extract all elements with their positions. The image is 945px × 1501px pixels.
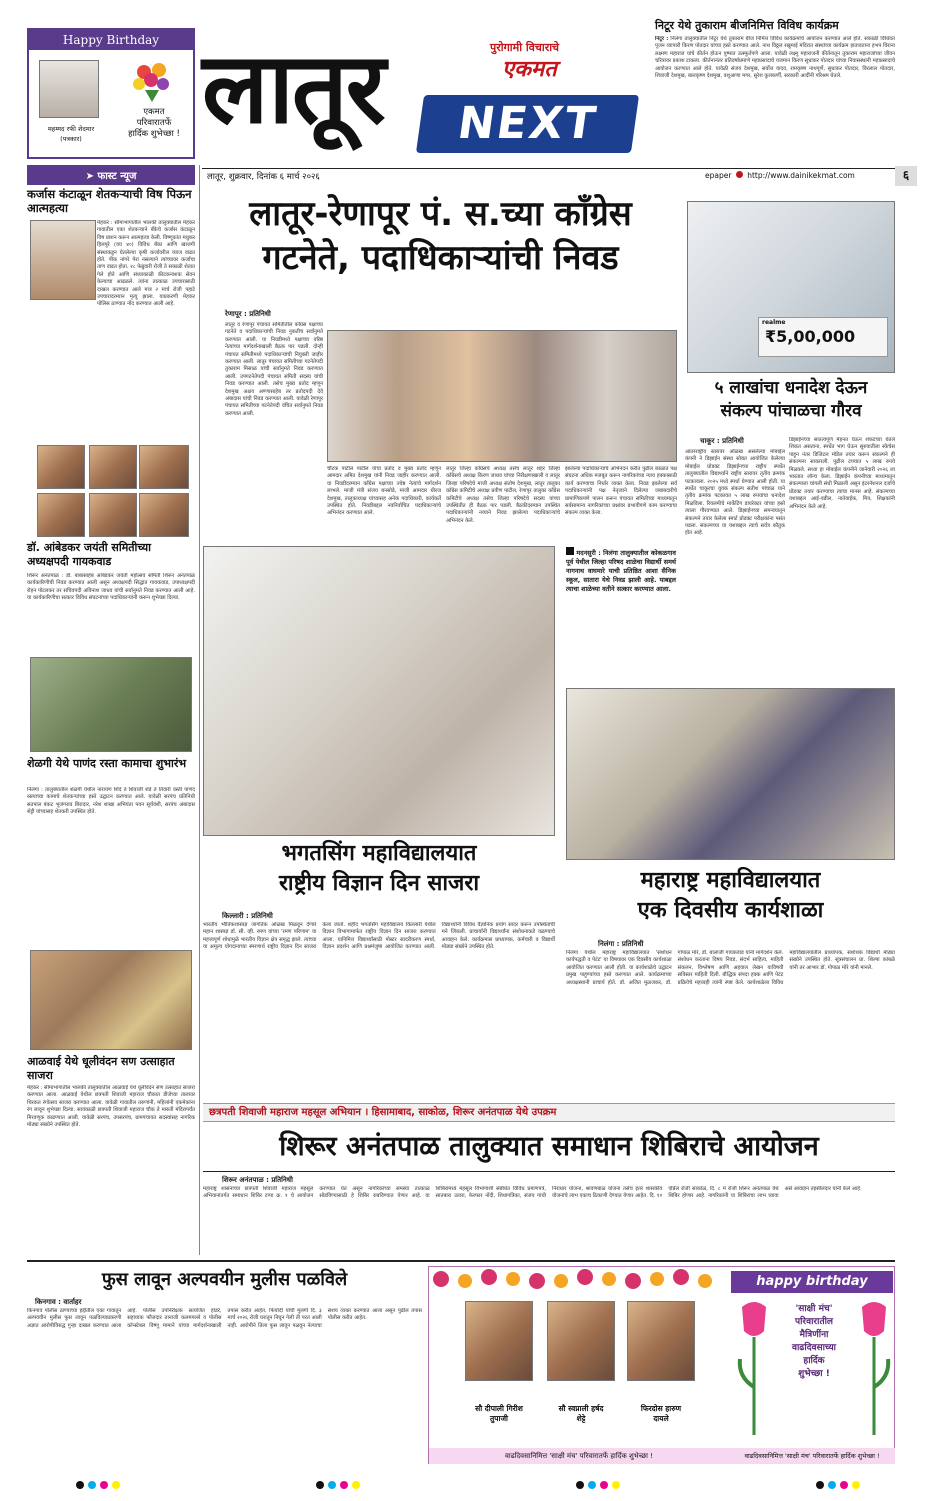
fast-news-body: शिरूर अनंतपाळ : डॉ. बाबासाहेब आंबेडकर जयंती महोत्सव समिती शिरूर अनंतपाळ कार्यकारिणीची निवड करण्यात आली असून अध्यक्षपदी सिद्धांत गायकवाड, उपाध्यक्षपदी रोहन पोटलकर तर सचिवपदी अविनाश जाधव यांची सर्वानुमते निवड करण्यात आली आहे. या कार्यकारिणीचा सत्कार विविध संघटनांच्या पदाधिकाऱ्यांनी करून शुभेच्छा दिल्या. bbox=[27, 573, 195, 602]
birthday-box-bottom bbox=[428, 1266, 895, 1464]
person-photo-3 bbox=[139, 445, 189, 489]
person-name-line2: दायले bbox=[653, 1414, 669, 1423]
right-headline-1: ५ लाखांचा धनादेश देऊन bbox=[714, 378, 868, 398]
top-right-headline: निटूर येथे तुकाराम बीजनिमित्त विविध कार्यक्रम bbox=[655, 19, 839, 32]
workshop-headline-1: महाराष्ट्र महाविद्यालयात bbox=[640, 868, 821, 893]
revenue-campaign-banner bbox=[203, 1103, 895, 1122]
birthday-box-top bbox=[27, 28, 195, 159]
right-body-col2: डिझाईनच्या सातत्यपूर्ण मेहनत घेऊन शंकटच्या घेतले शिकत असताना, स्पर्धेत भाग घेऊन सुरुवातीला स्केचेस पाहून नंतर डिजिटल मॉडेल तयार करून संकल्पने ही संकल्पना साकारली. पुढील टप्प्यात ५ लाख रुपये मिळवले. सध्या हा मोबाईल कंपनीने जानेवारी २०२६ ला भारतात लॉन्च केला. डिझाईन कंपनीच्या माध्यमातून संकल्पाला चांगली संधी मिळाली असून इंटरनॅशनल दर्जाचे प्रोडक्ट तयार करण्याचा त्याचा मानस आहे. संकल्पच्या यशाबद्दल आई-वडील, नातेवाईक, मित्र, शिक्षकांनी अभिनंदन केले आहे. bbox=[789, 437, 895, 510]
wish-line: हार्दिक bbox=[803, 1356, 825, 1366]
registration-marks bbox=[0, 1475, 945, 1495]
notice-body: निलंगा तालुक्यातील कोकळगाव पूर्व येथील जिल्हा परिषद शाळेचा विद्यार्थी समर्थ नागनाथ वाघमारे याची प्रतिष्ठित आशा सैनिक स्कूल, सातारा येथे निवड झाली आहे. याबद्दल त्याचा शाळेच्या वतीने सत्कार करण्यात आला. bbox=[566, 549, 676, 593]
right-headline-2: संकल्प पांचाळचा गौरव bbox=[720, 401, 862, 421]
banner-text: छत्रपती शिवाजी महाराज महसूल अभियान । हिसामाबाद, साकोळ, शिरूर अनंतपाळ येथे उपक्रम bbox=[209, 1107, 557, 1118]
top-right-news bbox=[655, 18, 895, 168]
cheque-board bbox=[758, 317, 888, 357]
science-byline: किल्लारी : प्रतिनिधी bbox=[222, 912, 273, 920]
fast-news-headline: आळवाई येथे धूलीवंदन सण उत्साहात साजरा bbox=[27, 1055, 175, 1082]
cheque-photo bbox=[687, 201, 895, 373]
person-photo-6 bbox=[139, 493, 189, 537]
next-logo bbox=[416, 95, 639, 153]
wish-line: मैत्रिणींना bbox=[799, 1330, 829, 1340]
science-body: भारतीय भौतिकशास्त्रज्ञ जागतिक ओळख मिळवून देणारे महान शास्त्रज्ञ डॉ. सी. व्ही. रमण यांच्या 'रमण परिणाम' या महत्त्वपूर्ण शोधामुळे भारतीय विज्ञान क्षेत्र समृद्ध झाले. त्यांच्या या अमूल्य योगदानाच्या स्मरणार्थ राष्ट्रीय विज्ञान दिन साजरा केला जातो. शहीद भगतसिंग महाविद्यालय किल्लारी येथील विज्ञान विभागामार्फत राष्ट्रीय विज्ञान दिन साजरा करण्यात आला. यानिमित्त विद्यार्थ्यांसाठी पोस्टर सादरीकरण स्पर्धा, विज्ञान प्रदर्शन आणि प्रश्नमंजुषा आयोजित करण्यात आली. विद्यार्थ्यांनी विविध वैज्ञानिक प्रयोग सादर करून उपस्थितांची मने जिंकली. प्राचार्यांनी विद्यार्थ्यांना संशोधनाकडे वळण्याचे आवाहन केले. कार्यक्रमास प्राध्यापक, कर्मचारी व विद्यार्थी मोठ्या संख्येने उपस्थित होते. bbox=[203, 922, 555, 951]
epaper-text: epaper bbox=[705, 171, 732, 180]
fast-news-body: निलंगा : तालुक्यातील शेळगी येथील नारायण शिंदे ते शिवाजी शेंडे ते तिवारी वस्ती पाणंद रस्त्याच्या कामाचे शेतकऱ्यांच्या हस्ते उद्घाटन करण्यात आले. यावेळी सरपंच प्रतिनिधी सतपाल बंकट भुजंगराव बिरादार, नरेश शाखा अभियंता पवन सूर्यवंशी, सरपंच अंबादास शेट्टी यांच्यासह शेतकरी उपस्थित होते. bbox=[27, 787, 195, 816]
wish-line: 'साक्षी मंच' bbox=[795, 1304, 833, 1314]
person-photo-2 bbox=[89, 445, 137, 489]
flower-garland-icon bbox=[429, 1267, 729, 1297]
right-byline: चाकूर : प्रतिनिधी bbox=[700, 437, 744, 445]
lead-story bbox=[203, 192, 678, 472]
wish-line: शुभेच्छा ! bbox=[798, 1369, 830, 1379]
cheque-amount: ₹5,00,000 bbox=[765, 327, 856, 346]
workshop-headline-2: एक दिवसीय कार्यशाळा bbox=[637, 898, 824, 923]
epaper-label bbox=[705, 171, 855, 180]
person-name-line1: सौ दीपाली गिरीश bbox=[475, 1404, 523, 1413]
person-name-line2: शेट्टे bbox=[576, 1414, 586, 1423]
birthday-person-photo-1 bbox=[465, 1301, 533, 1381]
wish-line-3: हार्दिक शुभेच्छा ! bbox=[128, 129, 180, 139]
fast-news-body: मेहकर : सीमाभागातील भालकी तालुक्यातील आळवाई येथे धूलीवंदन सण उत्साहात साजरा करण्यात आला. आळवाई येथील छत्रपती शिवाजी महाराज चौकात डीजेच्या तालावर थिरकत रंगोत्सव साजरा करण्यात आला. यावेळी गावातील तरुणांनी, महिलांनी एकमेकांना रंग लावून शुभेच्छा दिल्या. सायंकाळी छत्रपती शिवाजी महाराज चौक ते मारुती मंदिरापर्यंत मिरवणूक काढण्यात आली. यावेळी सरपंच, उपसरपंच, ग्रामपंचायत सदस्यांसह नागरिक मोठ्या संख्येने उपस्थित होते. bbox=[27, 1085, 195, 1129]
kidnap-headline: फुस लावून अल्पवयीन मुलीस पळविले bbox=[101, 1269, 348, 1290]
lead-body-col4: झालेल्या पदाधिकाऱ्यांचे अभिनंदन करीत पुढील काळात पक्ष संघटना अधिक मजबूत करून नागरिकांच्या न्याय हक्कासाठी कार्य करण्याचा निर्धार व्यक्त केला. निवड झालेल्या सर्व पदाधिकाऱ्यांनी पक्ष नेतृत्वाने दिलेल्या जबाबदारीचे प्रामाणिकपणे पालन करून पंचायत समितीच्या माध्यमातून सर्वसामान्य नागरिकांच्या प्रश्नांवर प्रभावीपणे काम करण्याचा संकल्प व्यक्त केला. bbox=[565, 466, 677, 517]
birthday-wish-bottom bbox=[769, 1303, 859, 1381]
flower-bouquet-icon bbox=[129, 58, 175, 104]
fast-news-item-1 bbox=[27, 187, 195, 308]
science-headline-1: भगतसिंग महाविद्यालयात bbox=[281, 841, 477, 866]
brand-tag: पुरोगामी विचाराचे bbox=[490, 41, 560, 54]
fast-news-body: मेहकर : सीमाभागातील भालकी तालुक्यातील मेहकर गावातील एका शेतकऱ्याने बँकेचे कर्जास कंटाळून विष प्राशन करून आत्महत्या केली. विष्णूकांत मधुकर हिलपुरे (वय ४०) विविध बँका आणि खाजगी संस्थाकडून घेतलेल्या कृषी कर्जावरील व्याज वाढत होते. पीक नांगरे पेरा नसल्याने त्यांच्यावर कर्जाचा ताण वाढत होता. २८ फेब्रुवारी रोजी ते सकाळी शेतात गेले होते आणि संध्याकाळी कीटकनाशक सेवन केल्याचा आढळले. त्यांना तात्काळ उपचारासाठी दाखल करण्यात आले मात्र २ मार्च रोजी पहाटे उपचारादरम्यान मृत्यू झाला. याप्रकरणी मेहकर पोलिस ठाण्यात नोंद करण्यात आली आहे. bbox=[97, 220, 195, 308]
next-logo-text: NEXT bbox=[454, 98, 601, 149]
fast-news-headline: शेळगी येथे पाणंद रस्ता कामाचा शुभारंभ bbox=[27, 757, 187, 770]
festival-photo bbox=[30, 950, 192, 1050]
masthead-title: लातूर bbox=[202, 32, 384, 146]
website-link[interactable]: http://www.dainikekmat.com bbox=[747, 171, 855, 180]
notice-lead: मदनसुरी : bbox=[576, 549, 601, 557]
person-photo-1 bbox=[37, 445, 85, 489]
bottom-section-rule bbox=[27, 1260, 895, 1262]
shirur-byline: शिरूर अनंतपाळ : प्रतिनिधी bbox=[222, 1176, 293, 1184]
fast-news-headline: डॉ. आंबेडकर जयंती समितीच्या अध्यक्षपदी गायकवाड bbox=[27, 541, 151, 568]
lead-group-photo bbox=[327, 330, 677, 462]
fast-news-label: ➤ फास्ट न्यूज bbox=[27, 165, 195, 185]
shirur-body: महाराष्ट्र शासनाच्या छत्रपती शिवाजी महाराज महसूल अभियानांतर्गत समाधान शिबिर टप्पा क्र. १ चे आयोजन करण्यात येत असून नागरिकांच्या समस्या तात्काळ सोडविण्यासाठी हे शिबिर राबविण्यात येणार आहे. या शिबिरामध्ये महसूल विभागाशी संबंधित विविध प्रमाणपत्रे, सातबारा उतारा, फेरफार नोंदी, शिधापत्रिका, संजय गांधी निराधार योजना, श्रावणबाळ योजना तसेच इतर शासकीय योजनांचे लाभ एकाच ठिकाणी देण्यात येणार आहेत. दि. १० एप्रिल रोजी साकोळ, दि. ८ मे रोजी शिरूर अनंतपाळ येथे शिबिर होणार आहे. नागरिकांनी या शिबिराचा लाभ घ्यावा असे आवाहन तहसीलदार यांनी केले आहे. bbox=[203, 1186, 862, 1200]
person-photo-4 bbox=[37, 493, 85, 537]
tulip-right-icon bbox=[854, 1297, 894, 1437]
column-divider bbox=[199, 165, 200, 1255]
birthday-title-bottom: happy birthday bbox=[731, 1271, 893, 1293]
birthday-person-photo-3 bbox=[627, 1301, 695, 1381]
globe-icon bbox=[736, 171, 743, 178]
science-headline-2: राष्ट्रीय विज्ञान दिन साजरा bbox=[278, 871, 480, 896]
workshop-photo bbox=[566, 688, 895, 860]
birthday-person-photo bbox=[39, 60, 99, 118]
road-work-photo bbox=[30, 657, 192, 752]
lead-headline-2: गटनेते, पदाधिकाऱ्यांची निवड bbox=[262, 238, 619, 278]
birthday-person-name: महम्मद रफी शेदमार bbox=[47, 125, 95, 133]
wish-line: परिवारातील bbox=[794, 1317, 834, 1327]
fast-news-column bbox=[27, 165, 195, 1255]
wish-line-1: एकमत bbox=[143, 107, 165, 117]
arrow-icon: ➤ bbox=[85, 171, 98, 182]
date-line: लातूर, शुक्रवार, दिनांक ६ मार्च २०२६ bbox=[207, 172, 320, 182]
shirur-headline: शिरूर अनंतपाळ तालुक्यात समाधान शिबिराचे आयोजन bbox=[279, 1131, 819, 1162]
science-day-photo bbox=[203, 546, 555, 836]
date-rule-top bbox=[202, 168, 895, 169]
person-name-line1: फिरदोस हारुण bbox=[640, 1404, 682, 1413]
brand-logo: एकमत bbox=[502, 57, 557, 82]
person-photo-5 bbox=[89, 493, 137, 537]
wish-line-2: परिवारातर्फे bbox=[136, 118, 172, 128]
kidnap-byline: किनगाव : वार्ताहर bbox=[35, 1298, 82, 1306]
workshop-byline: निलंगा : प्रतिनिधी bbox=[598, 940, 644, 948]
top-right-body: निलंगा तालुक्यातील निटूर येथे तुकाराम बीज निमित्त विविध कार्यक्रमांचे आयोजन करण्यात आले होते. सकाळी विधिवत पूजन व्यापारी किरण पोतदार यांच्या हस्ते करण्यात आले. नाथ विठ्ठल रखुमाई मंदिरात संस्थांच्या कार्यक्रम हातावताना हभप विराना लक्ष्मण महाराज यांचे कीर्तन होऊन पुष्पात उत्स्फूर्तपणे आला. यावेळी लक्ष्मू महाराजनी कीर्तनातून तुकाराम महाराजांच्या जीवन चरित्रावर प्रकाश टाकला. कीर्तनानंतर प्रतिवर्षाप्रमाणे महाप्रसादाचे यजमान किरण सुधाकर पोतदार यांच्या निवासस्थानी महाप्रसादाचे आयोजन करण्यात आले होते. यावेळी संजय देशमुख, सर्वोत्त यादव, रामकृष्ण नाथपूर्णे, सुधाकर पोतदार, विरलाल पोतदार, शिवाजी देशमुख, बालकृष्ण देशमुख, वशूआणा मगर, सुरेश कुलकर्णी, सरकारी आदींनी परिश्रम घेतले. bbox=[655, 36, 895, 80]
top-right-dateline: निटूर : bbox=[655, 36, 669, 42]
birthday-footer-right: वाढदिवसानिमित्त 'साक्षी मंच' परिवारातर्फे हार्दिक शुभेच्छा ! bbox=[729, 1448, 895, 1464]
wish-line: वाढदिवसाच्या bbox=[791, 1343, 837, 1353]
middle-notice bbox=[566, 547, 676, 677]
person-name-line2: तुपाजी bbox=[490, 1414, 508, 1423]
notice-marker bbox=[566, 547, 574, 555]
workshop-body: निलंगा येथील महाराष्ट्र महाविद्यालयात 'संशोधन कार्यपद्धती व पेटंट' या विषयावर एक दिवसीय कार्यशाळा आयोजित करण्यात आली होती. या कार्यशाळेचे उद्घाटन प्रमुख पाहुण्यांच्या हस्ते करण्यात आले. कार्यक्रमाच्या अध्यक्षस्थानी प्राचार्य होते. डॉ. अजित मुळजकर, डॉ. गोपाळ मोरे, डॉ. बालाजी गायकवाड यांनी मार्गदर्शन केले. संशोधन करताना विषय निवड, संदर्भ साहित्य, माहिती संकलन, विश्लेषण आणि अहवाल लेखन याविषयी सविस्तर माहिती दिली. बौद्धिक संपदा हक्क आणि पेटंट प्रक्रियेचे महत्त्वही त्यांनी स्पष्ट केले. कार्यशाळेला विविध महाविद्यालयांतील प्राध्यापक, संशोधक विद्यार्थी मोठ्या संख्येने उपस्थित होते. सूत्रसंचालन प्रा. शिल्पा कांबळे यांनी तर आभार डॉ. गोपाळ मोरे यांनी मानले. bbox=[566, 950, 895, 986]
birthday-person-role: (पत्रकार) bbox=[60, 135, 82, 143]
lead-body-col2: चौटक पाटील पाटील यांचा प्रतोद व मुख्य प्रतोद म्हणून आमदार अमित देशमुख यांनी निवड जाहीर करण्यात आली. या निवडीदरम्यान काँग्रेस पक्षाच्या ज्येष्ठ नेत्यांचे मार्गदर्शन लाभले. माजी मंत्री संजय बनसोडे, माजी आमदार धीरज देशमुख, तालुकाध्यक्ष यांच्यासह अनेक पदाधिकारी, कार्यकर्ते उपस्थित होते. निवडीबद्दल नवनिर्वाचित पदाधिकाऱ्यांचे अभिनंदन करण्यात आले. bbox=[327, 466, 441, 517]
lead-body-col3: लातूर जिल्हा काँग्रेसचे अध्यक्ष तसेच लातूर शहर जिल्हा काँग्रेसचे अध्यक्ष किरण जाधव यांच्या निरीक्षणाखाली व लातूर जिल्हा परिषदेचे माजी अध्यक्ष संतोष देशमुख, लातूर तालुका काँग्रेस कमिटीचे अध्यक्ष प्रवीण पाटील, रेणापूर तालुका काँग्रेस कमिटीचे अध्यक्ष तसेच जिल्हा परिषदेचे सदस्य यांच्या उपस्थितीत ही बैठक पार पडली. बैठकीदरम्यान उपस्थित पदाधिकाऱ्यांनी नव्याने निवड झालेल्या पदाधिकाऱ्यांचे अभिनंदन केले. bbox=[446, 466, 560, 524]
lead-body-col1: लातूर व रेणापूर पंचायत समितीतील काँग्रेस पक्षाच्या गटनेते व पदाधिकाऱ्यांची निवड नुकतीच सर्वानुमते करण्यात आली. या निवडीमध्ये पक्षाच्या वरिष्ठ नेत्यांच्या मार्गदर्शनाखाली बैठक पार पडली. दोन्ही पंचायत समितीमध्ये पदाधिकाऱ्यांची नियुक्ती जाहीर करण्यात आली. लातूर पंचायत समितीच्या गटनेतेपदी तुकाराम मिसाळ यांची सर्वानुमते निवड करण्यात आली. उपगटनेतेपदी पंचायत समिती सदस्य यांची निवड करण्यात आली. तसेच मुख्य प्रतोद म्हणून देशमुख अक्षय अण्णासाहेब तर प्रतोदपदी देवे अंबादास यांची निवड करण्यात आली. यावेळी रेणापूर पंचायत समितीच्या गटनेतेपदी वंचित सर्वानुमते निवड करण्यात आली. bbox=[225, 322, 323, 417]
lead-byline: रेणापूर : प्रतिनिधी bbox=[225, 310, 271, 318]
shirur-rule bbox=[203, 1171, 895, 1172]
person-name-line1: सौ स्वप्नाली हर्षद bbox=[558, 1404, 604, 1413]
cheque-brand: realme bbox=[762, 319, 786, 326]
birthday-footer-left: वाढदिवसानिमित्त 'साक्षी मंच' परिवारातर्फे हार्दिक शुभेच्छा ! bbox=[429, 1448, 729, 1464]
right-body-col1: आंतरराष्ट्रीय स्तरावर ओळख असलेल्या मोबाईल कंपनी ने डिझाईन संस्था सोबत आयोजित केलेल्या मोबाईल प्रोडक्ट डिझाईनच्या राष्ट्रीय स्पर्धेत तालुक्यातील विद्यार्थ्याने राष्ट्रीय स्तरावर तृतीय क्रमांक पटकावला. २०२५ मध्ये स्पर्धा घेण्यात आली होती. या स्पर्धेत चाकूरचा युवक संकल्प सतीश पांचाळ याने तृतीय क्रमांक पटकावत ५ लाख रुपयांचा धनादेश मिळविला. रियलमीचे मार्केटिंग डायरेक्टर यांच्या हस्ते त्याला गौरवण्यात आले. डिझाईनच्या समन्वयातून संकल्पने तयार केलेला स्मार्ट प्रोडक्ट परीक्षकांना पसंत पडला. संकल्पच्या या यशाबद्दल त्याचे सर्वत्र कौतुक होत आहे. bbox=[685, 449, 785, 537]
birthday-title: Happy Birthday bbox=[29, 30, 193, 50]
birthday-person-photo-2 bbox=[547, 1301, 615, 1381]
birthday-person-3 bbox=[611, 1404, 711, 1424]
page-number: ६ bbox=[895, 166, 917, 186]
kidnap-body: किनगाव पोलीस ठाण्याच्या हद्दीतील एका गावातून अल्पवयीन मुलीस फूस लावून पळविल्याप्रकरणी अज्ञात आरोपीविरुद्ध गुन्हा दाखल करण्यात आला आहे. पोलीस उपनिरीक्षक सत्यजित हांडरे, सहाय्यक फौजदार तानाजी कलमपल्ले व पोलीस कॉन्स्टेबल विष्णू मामाने यांच्या मार्गदर्शनाखाली तपास करीत आहेत. फिर्यादी यांची मुलगी दि. ३ मार्च २०२६ रोजी घरातून निघून गेली ती परत आली नाही. आरोपीने तिला फूस लावून पळवून नेल्याचा संशय व्यक्त करण्यात आला असून पुढील तपास पोलीस करीत आहेत. bbox=[27, 1308, 422, 1329]
tulip-left-icon bbox=[734, 1297, 774, 1437]
lead-headline-1: लातूर-रेणापूर पं. स.च्या काँग्रेस bbox=[249, 194, 632, 234]
birthday-wish bbox=[113, 107, 195, 140]
fast-news-headline: कर्जास कंटाळून शेतकऱ्याची विष पिऊन आत्महत्या bbox=[27, 187, 192, 215]
